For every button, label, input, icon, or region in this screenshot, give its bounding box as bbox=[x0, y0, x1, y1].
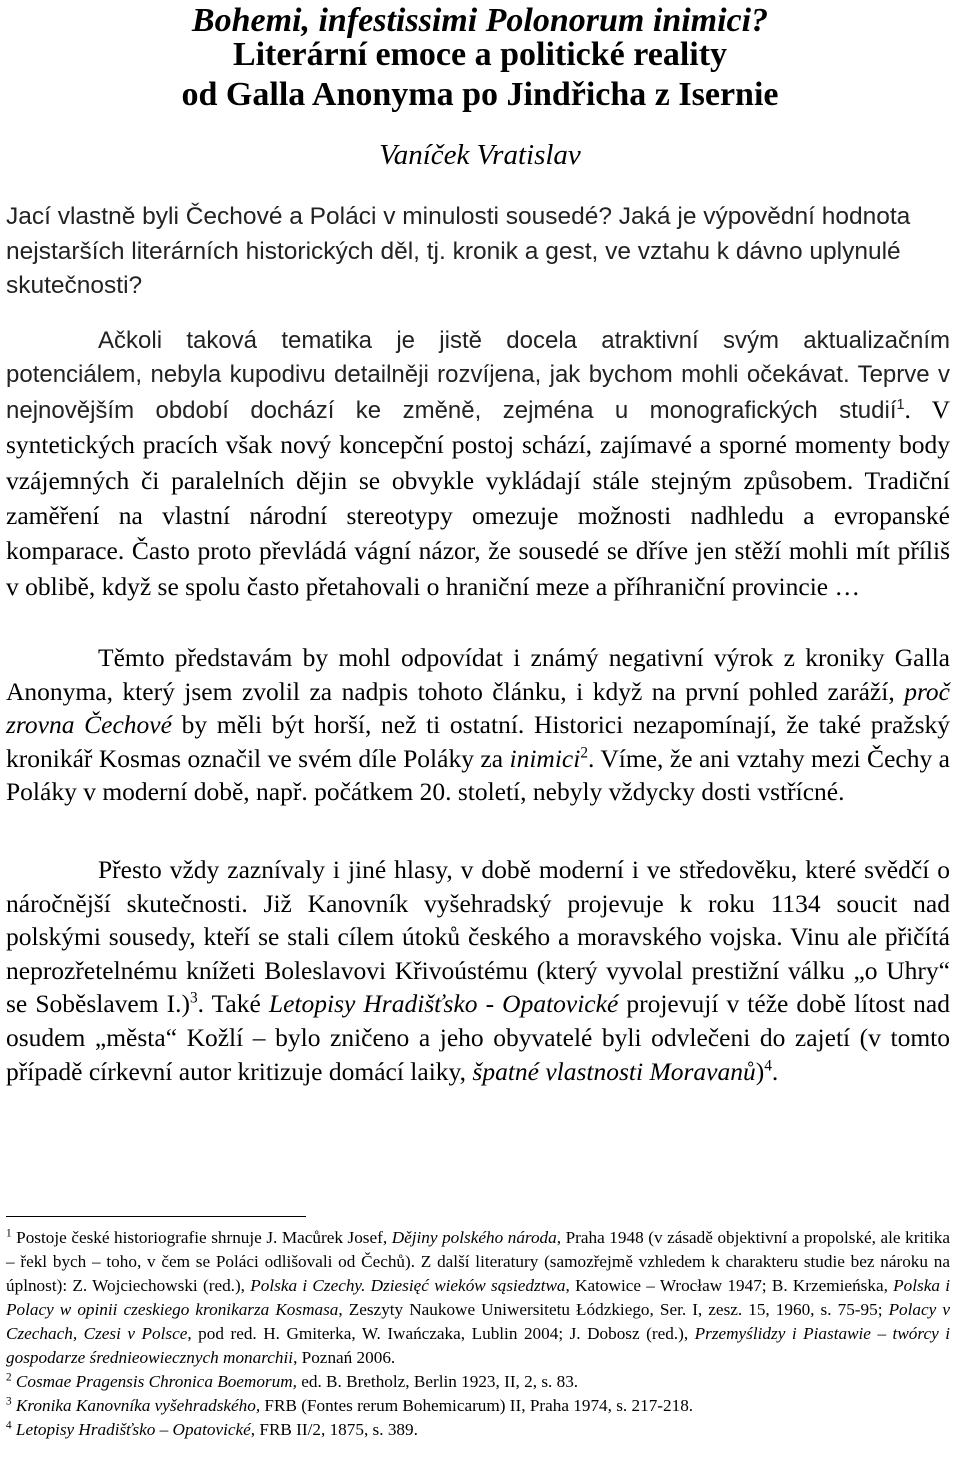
footnote-3 bbox=[6, 1394, 950, 1418]
paragraph-4-text-a: Přesto vždy zaznívaly i jiné hlasy, v době moderní i ve středověku, které svědčí o náročnější skutečnosti. Již Kanovník vyšehradský projevuje k roku 1134 soucit nad polskými sousedy, kteří se stali cílem útoků českého a moravského vojska. Vinu ale přičítá neprozřetelnému knížeti Boleslavovi Křivoústému (který vyvolal prestižní válku „o Uhry“ se Soběslavem I.) bbox=[6, 855, 950, 1019]
footnote-1-italic-3: Polska i Polacy w opinii czeskiego kronikarza Kosmasa bbox=[6, 1276, 950, 1319]
paragraph-3-text-a: Těmto představám by mohl odpovídat i známý negativní výrok z kroniky Galla Anonyma, který jsem zvolil za nadpis tohoto článku, i když na první pohled zaráží, bbox=[6, 643, 950, 706]
footnote-4-text-a: , FRB II/2, 1875, s. 389. bbox=[250, 1420, 418, 1439]
footnote-1-italic-1: Dějiny polského národa bbox=[391, 1228, 557, 1247]
footnote-1-text-d: , Zeszyty Naukowe Uniwersitetu Łódzkiego, Ser. I, zesz. 15, 1960, s. 75-95; bbox=[338, 1300, 889, 1319]
footnote-3-text-a: FRB (Fontes rerum Bohemicarum) II, Praha 1974, s. 217-218. bbox=[260, 1396, 694, 1415]
paragraph-2-text-a: Ačkoli taková tematika je jistě docela atraktivní svým aktualizačním potenciálem, nebyla kupodivu detailněji rozvíjena, jak bychom mohli očekávat. Teprve v nejnovějším období dochází ke změně, zejména u monografických studií bbox=[6, 327, 950, 424]
paragraph-3-italic-1: proč zrovna Čechové bbox=[6, 676, 950, 740]
footnote-1-italic-2: Polska i Czechy. Dziesięć wieków sąsiedztwa bbox=[250, 1276, 566, 1295]
title-line-1: Bohemi, infestissimi Polonorum inimici? bbox=[191, 2, 769, 39]
paragraph-4-text-e: . bbox=[771, 1056, 779, 1086]
title-line-2: Literární emoce a politické reality bbox=[232, 36, 728, 73]
footnote-1-text-f: , Poznań 2006. bbox=[293, 1348, 396, 1367]
paragraph-2 bbox=[6, 324, 950, 605]
footnote-4 bbox=[6, 1418, 950, 1442]
paragraph-4 bbox=[6, 853, 950, 1088]
footnote-ref-3: 3 bbox=[189, 989, 198, 1007]
footnotes bbox=[6, 1226, 950, 1442]
footnote-ref-1: 1 bbox=[896, 396, 905, 413]
footnote-1-number: 1 bbox=[6, 1227, 12, 1240]
footnote-2-text-a: ed. B. Bretholz, Berlin 1923, II, 2, s. 83. bbox=[296, 1372, 579, 1391]
footnote-2 bbox=[6, 1370, 950, 1394]
paragraph-3-text-b: by měli být horší, než ti ostatní. Historici nezapomínají, že také pražský kronikář Kosmas označil ve svém díle Poláky za bbox=[6, 710, 951, 773]
footnote-1-text-a: Postoje české historiografie shrnuje J. Macůrek Josef, bbox=[11, 1228, 392, 1247]
footnote-1-text-b: , Praha 1948 (v zásadě objektivní a propolské, ale kritika – řekl bych – toho, v čem se Poláci odlišovali od Čechů). Z další literatury (samozřejmě vzhledem k charakteru studie bez nároku na úplnost): Z. Wojciechowski (red.), bbox=[6, 1228, 950, 1295]
paragraph-2-text-b: . V syntetických pracích však nový koncepční postoj schází, zajímavé a sporné momenty body vzájemných či paralelních dějin se obvykle vykládají stále stejným způsobem. Tradiční zaměření na vlastní národní stereotypy omezuje možnosti nadhledu a evropanské komparace. Často proto převládá vágní názor, že sousedé se dříve jen stěží mohli mít příliš v oblibě, když se spolu často přetahovali o hraniční meze a příhraniční provincie … bbox=[6, 394, 950, 601]
paragraph-4-italic-2: špatné vlastnosti Moravanů bbox=[472, 1056, 756, 1086]
footnote-1-text-e: , pod red. H. Gmiterka, W. Iwańczaka, Lublin 2004; J. Dobosz (red.), bbox=[187, 1324, 695, 1343]
paragraph-3 bbox=[6, 641, 950, 809]
paragraph-4-text-c: projevují v téže době lítost nad osudem „města“ Kožlí – bylo zničeno a jeho obyvatelé byli odvlečeni do zajetí (v tomto případě církevní autor kritizuje domácí laiky, bbox=[6, 989, 950, 1086]
paragraph-4-text-d: ) bbox=[755, 1056, 765, 1086]
footnote-ref-4: 4 bbox=[764, 1057, 772, 1075]
footnote-4-number: 4 bbox=[6, 1419, 12, 1432]
footnote-1-italic-5: Przemyślidzy i Piastawie – twórcy i gospodarze średnieowiecznych monarchii bbox=[6, 1324, 950, 1367]
footnote-3-number: 3 bbox=[6, 1395, 12, 1408]
footnote-4-italic-1: Letopisy Hradišťsko – Opatovické bbox=[15, 1420, 251, 1439]
author-name: Vaníček Vratislav bbox=[379, 139, 581, 171]
intro-paragraph: Jací vlastně byli Čechové a Poláci v minulosti sousedé? Jaká je výpovědní hodnota nejstarších literárních historických děl, tj. kronik a gest, ve vztahu k dávno uplynulé skutečnosti? bbox=[6, 203, 911, 299]
paragraph-3-text-c: . Víme, že ani vztahy mezi Čechy a Poláky v moderní době, např. počátkem 20. století, nebyly vždycky dosti vstřícné. bbox=[6, 743, 950, 807]
footnote-2-number: 2 bbox=[6, 1371, 12, 1384]
footnote-ref-2: 2 bbox=[580, 744, 588, 762]
footnote-3-italic-1: Kronika Kanovníka vyšehradského, bbox=[15, 1396, 261, 1415]
paragraph-4-italic-1: Letopisy Hradišťsko - Opatovické bbox=[268, 989, 619, 1019]
footnote-divider bbox=[6, 1216, 306, 1217]
paragraph-4-text-b: . Také bbox=[197, 989, 269, 1019]
footnote-1-italic-4: Polacy v Czechach, Czesi v Polsce bbox=[6, 1300, 950, 1343]
footnote-1 bbox=[6, 1226, 950, 1370]
footnote-2-italic-1: Cosmae Pragensis Chronica Boemorum, bbox=[15, 1372, 297, 1391]
title-line-3: od Galla Anonyma po Jindřicha z Isernie bbox=[181, 76, 779, 113]
footnote-1-text-c: , Katowice – Wrocław 1947; B. Krzemieńska, bbox=[565, 1276, 894, 1295]
paragraph-3-italic-2: inimici bbox=[509, 743, 581, 773]
